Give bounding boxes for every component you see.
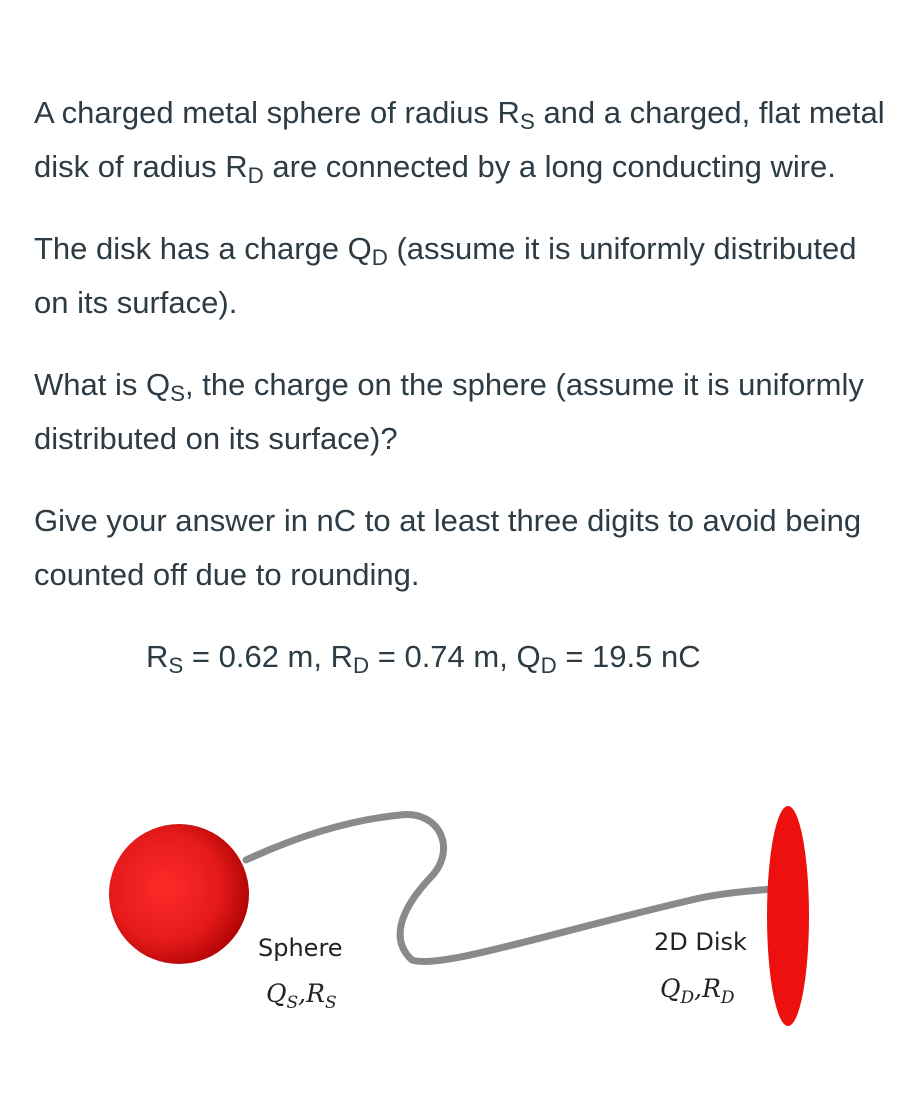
disk-shape xyxy=(767,806,809,1026)
text-segment: are connected by a long conducting wire. xyxy=(263,149,836,184)
text-segment: What is Q xyxy=(34,367,171,402)
subscript: S xyxy=(519,109,535,135)
symbol: R xyxy=(146,639,169,674)
text-segment: , the charge on the sphere (assume it is uniformly distributed on its surface)? xyxy=(34,367,864,456)
subscript: S xyxy=(170,381,185,407)
paragraph-instructions: Give your answer in nC to at least three digits to avoid being counted off due to rounding. xyxy=(34,503,862,592)
problem-text xyxy=(34,86,894,684)
sphere-shape xyxy=(109,824,249,964)
sphere-disk-figure xyxy=(0,780,924,1104)
symbol: R xyxy=(330,639,353,674)
paragraph-question xyxy=(34,358,894,466)
subscript: D xyxy=(540,653,557,679)
figure-svg xyxy=(0,780,924,1104)
given-values xyxy=(34,630,894,684)
text-segment: (assume it is uniformly distributed on its surface). xyxy=(34,231,857,320)
text-segment: The disk has a charge Q xyxy=(34,231,372,266)
paragraph-disk-charge xyxy=(34,222,894,330)
value-text: = 0.62 m, xyxy=(183,639,331,674)
subscript: D xyxy=(371,245,388,271)
disk-symbol: $Q_D,R_D$ xyxy=(660,974,735,1008)
subscript: S xyxy=(168,653,184,679)
disk-label: 2D Disk xyxy=(654,928,747,956)
text-segment: A charged metal sphere of radius R xyxy=(34,95,520,130)
symbol: Q xyxy=(516,639,541,674)
subscript: D xyxy=(247,163,264,189)
value-text: = 19.5 nC xyxy=(556,639,701,674)
text-segment: and a charged, flat metal disk of radius R xyxy=(34,95,885,184)
sphere-label: Sphere xyxy=(258,934,343,962)
subscript: D xyxy=(353,653,370,679)
sphere-symbol: $Q_S,R_S$ xyxy=(266,979,337,1013)
paragraph-setup xyxy=(34,86,894,194)
value-text: = 0.74 m, xyxy=(369,639,517,674)
